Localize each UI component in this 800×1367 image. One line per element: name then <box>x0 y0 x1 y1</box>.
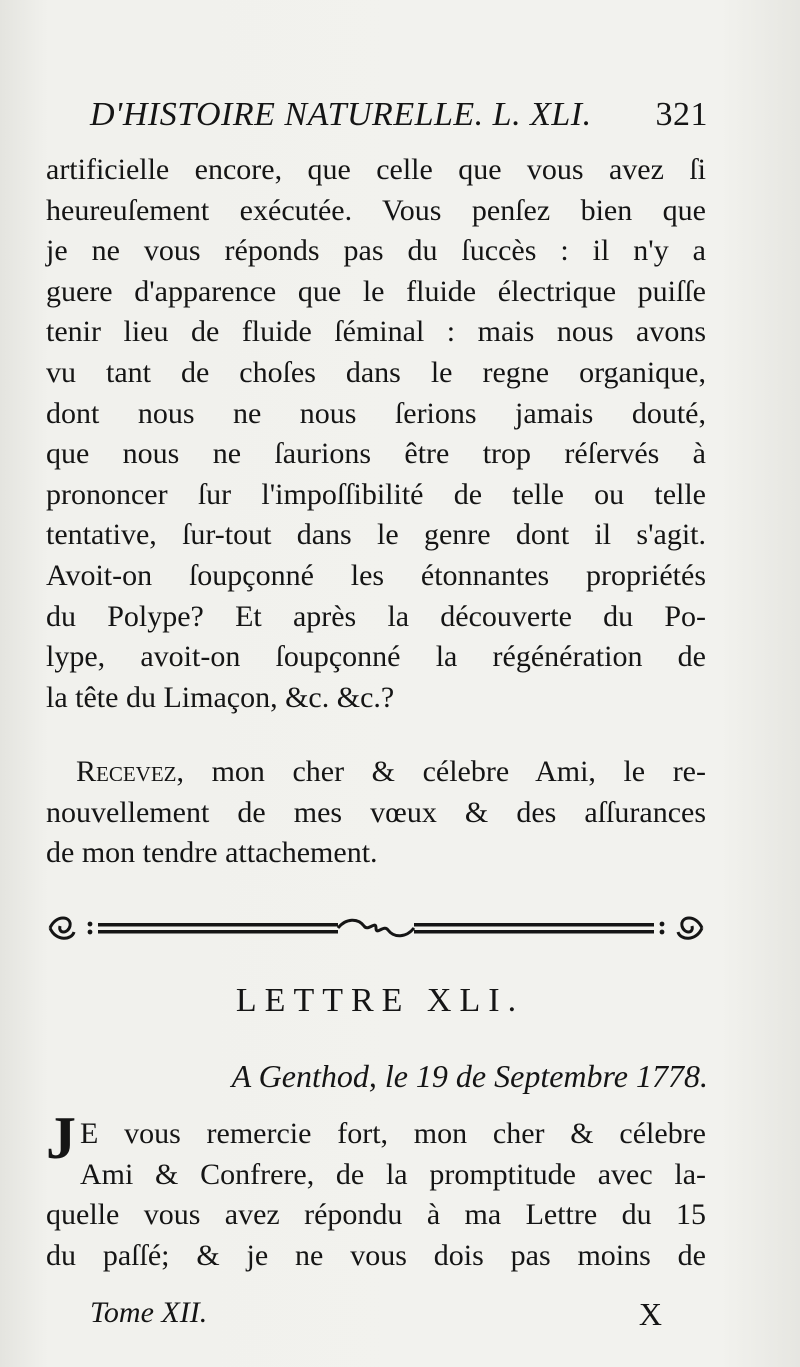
signature-mark: X <box>638 1296 662 1332</box>
line-rest: , mon cher & célebre Ami, le re- <box>176 755 706 788</box>
ornamental-divider <box>46 912 706 944</box>
letter-opening <box>46 1105 706 1276</box>
text-line: la tête du Limaçon, &c. &c.? <box>46 680 395 714</box>
lead-word: Recevez <box>76 755 177 788</box>
text-line: tenir lieu de fluide ſéminal : mais nous avons <box>46 315 706 349</box>
text-line: vu tant de choſes dans le regne organique, <box>46 355 706 389</box>
text-line: je ne vous réponds pas du ſuccès : il n'y a <box>46 234 706 268</box>
text-line: lype, avoit-on ſoupçonné la régénération de <box>46 640 706 674</box>
page-number: 321 <box>655 96 708 133</box>
page-footer <box>90 1296 662 1336</box>
text-line: du Polype? Et après la découverte du Po- <box>46 599 706 633</box>
volume-label: Tome XII. <box>90 1296 208 1329</box>
text-line: Ami & Confrere, de la promptitude avec la- <box>80 1157 706 1191</box>
text-line: nouvellement de mes vœux & des aſſurances <box>46 795 706 829</box>
text-line <box>46 752 706 793</box>
text-line: E vous remercie fort, mon cher & célebre <box>80 1117 706 1150</box>
text-line: prononcer ſur l'impoſſibilité de telle ou telle <box>46 477 706 511</box>
running-header <box>90 96 708 142</box>
drop-cap: J <box>46 1105 76 1171</box>
text-line: que nous ne ſaurions être trop réſervés à <box>46 437 706 471</box>
text-line: Avoit-on ſoupçonné les étonnantes propriétés <box>46 558 706 592</box>
text-line: artificielle encore, que celle que vous avez ſi <box>46 153 706 186</box>
paragraph-2 <box>46 752 706 874</box>
text-line: guere d'apparence que le fluide électrique puiſſe <box>46 274 706 308</box>
letter-heading: LETTRE XLI. <box>235 982 525 1019</box>
running-title: D'HISTOIRE NATURELLE. L. XLI. <box>90 96 592 133</box>
text-line: heureuſement exécutée. Vous penſez bien que <box>46 193 706 227</box>
text-line: dont nous ne nous ſerions jamais douté, <box>46 396 706 430</box>
text-line: de mon tendre attachement. <box>46 836 378 870</box>
text-line: tentative, ſur-tout dans le genre dont il s'agit. <box>46 518 706 552</box>
text-line: quelle vous avez répondu à ma Lettre du 15 <box>46 1198 706 1232</box>
paragraph-1 <box>46 150 706 718</box>
dateline: A Genthod, le 19 de Septembre 1778. <box>231 1058 708 1094</box>
text-line: du paſſé; & je ne vous dois pas moins de <box>46 1238 706 1272</box>
